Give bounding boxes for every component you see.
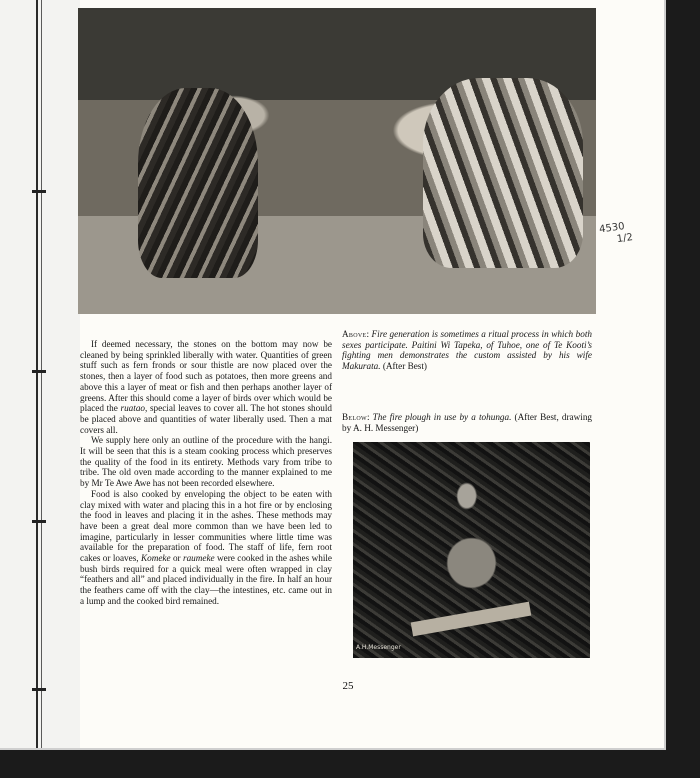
text-run: were cooked in the ashes while bush birds required for a quick meal were often wrapped in clay “feathers and all” and placed individually in the fire. In half an hour the feathers came off with the clay—the intestines, etc. came out in a lump and the cooked bird remained. xyxy=(80,553,332,606)
binding-margin xyxy=(0,0,80,748)
handwritten-note-line1: 4530 xyxy=(598,221,626,236)
text-run: raumeke xyxy=(183,553,215,564)
text-run: : xyxy=(366,412,373,422)
caption-above xyxy=(342,329,592,372)
binding-line xyxy=(36,0,38,748)
page-number: 25 xyxy=(342,680,354,692)
text-run: Fire generation is sometimes a ritual process in which both sexes participate. Paitini Wi Tapeka, of Tuhoe, one of Te Kooti’s fighting men demonstrates the custom assisted by his wife Makurata. xyxy=(342,329,592,372)
text-run: If deemed necessary, the stones on the bottom may now be cleaned by being sprinkled liberally with water. Quantities of green stuff such as fern fronds or sour thistle are now placed over the stones, then a layer of food such as potatoes, then more greens and above this a layer of meat or fish and then perhaps another layer of greens. After this should come a layer of birds over which would be placed the xyxy=(80,339,332,414)
artist-signature: A.H.Messenger xyxy=(356,644,401,651)
fire-generation-photo xyxy=(78,8,596,314)
text-run: ruatao xyxy=(120,403,146,414)
text-run: Food is also cooked by enveloping the object to be eaten with clay mixed with water and placing this in a hot fire or by enclosing the food in leaves and placing it in the ashes. These methods may have been a great deal more common than we have been led to imagine, particularly in lesser communities where little time was available for the preparation of food. The staff of life, fern root cakes or loaves, xyxy=(80,488,332,564)
caption-below xyxy=(342,412,592,433)
text-run: : xyxy=(366,329,372,339)
text-run: The fire plough in use by a tohunga. xyxy=(372,412,512,422)
binding-stitch xyxy=(32,688,46,691)
text-run: Komeke xyxy=(140,553,171,564)
body-paragraph xyxy=(80,339,332,435)
text-run: or xyxy=(170,553,183,564)
body-text xyxy=(80,339,332,607)
text-run: We supply here only an outline of the procedure with the hangi. It will be seen that this is a steam cooking process which preserves the quality of the food in its entirety. Methods vary from tribe to tribe. The old oven made according to the manner explained to me by Mr Te Awe Awe has not been recorded elsewhere. xyxy=(80,435,332,489)
fire-plough-drawing xyxy=(353,442,590,658)
text-run: , special leaves to cover all. The hot stones should be placed above and quantities of water liberally used. Then a mat covers all. xyxy=(80,403,332,435)
handwritten-note-line2: 1/2 xyxy=(616,232,634,246)
binding-stitch xyxy=(32,190,46,193)
handwritten-note xyxy=(599,218,652,249)
body-paragraph xyxy=(80,435,332,489)
binding-line-inner xyxy=(41,0,42,748)
text-run: Below xyxy=(342,412,367,422)
body-paragraph xyxy=(80,489,332,607)
binding-stitch xyxy=(32,520,46,523)
text-run: (After Best, drawing by A. H. Messenger) xyxy=(342,412,593,433)
binding-stitch xyxy=(32,370,46,373)
text-run: (After Best) xyxy=(380,361,427,372)
text-run: Above xyxy=(342,329,367,339)
